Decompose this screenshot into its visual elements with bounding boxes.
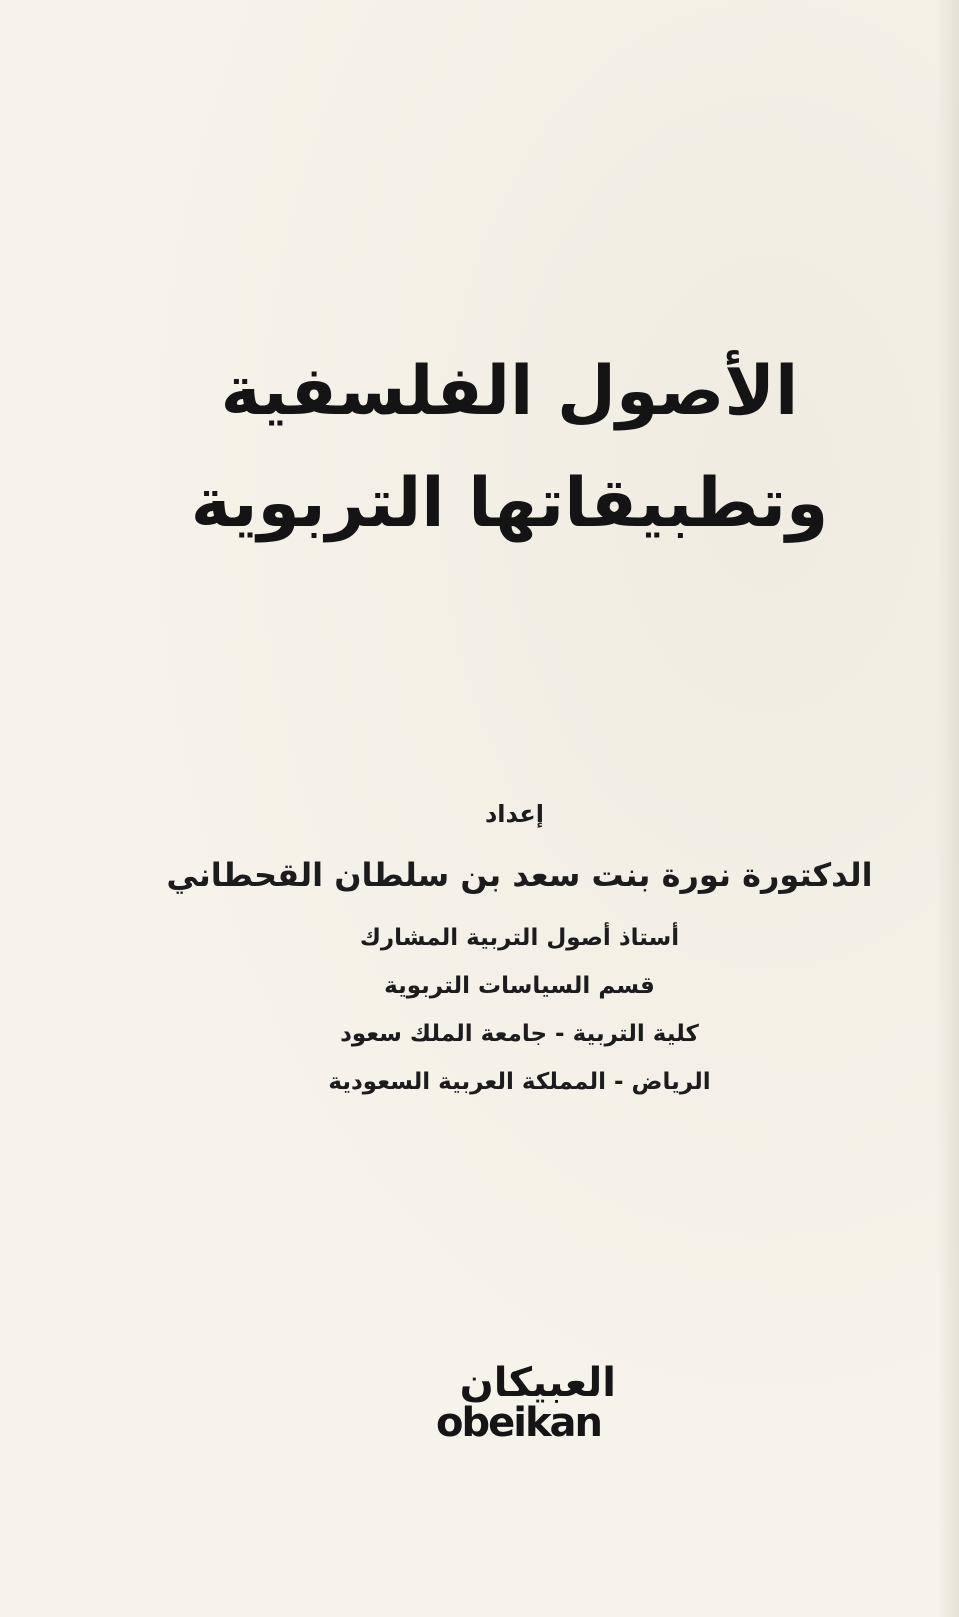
book-title	[0, 336, 959, 560]
author-department: قسم السياسات التربوية	[384, 973, 655, 999]
author-name: الدكتورة نورة بنت سعد بن سلطان القحطاني	[166, 856, 873, 894]
author-section	[0, 800, 959, 1106]
prepared-by-label: إعداد	[484, 800, 545, 828]
publisher-logo-arabic: العبيكان	[459, 1360, 616, 1406]
publisher-logo-latin: obeikan	[436, 1400, 602, 1446]
publisher-logo	[430, 1360, 630, 1450]
book-title-line-1: الأصول الفلسفية	[220, 352, 799, 431]
author-college: كلية التربية - جامعة الملك سعود	[340, 1021, 699, 1047]
book-title-line-2: وتطبيقاتها التربوية	[190, 464, 829, 543]
author-title: أستاذ أصول التربية المشارك	[359, 925, 680, 951]
author-location: الرياض - المملكة العربية السعودية	[328, 1069, 711, 1095]
